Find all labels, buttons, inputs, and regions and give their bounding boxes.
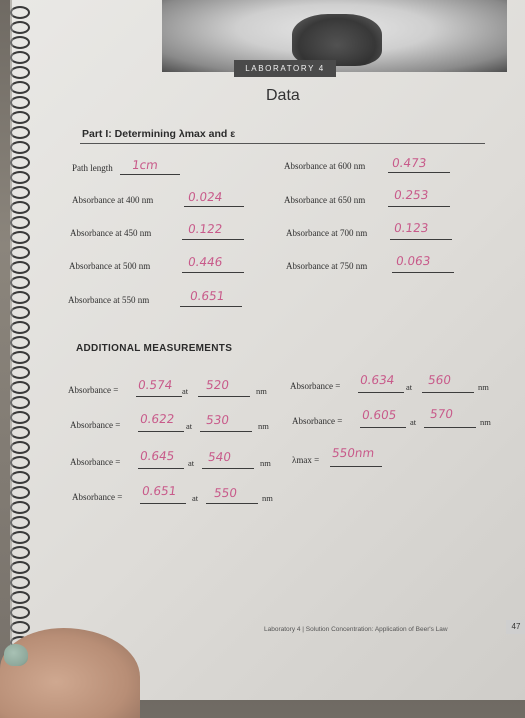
- spiral-ring: [10, 591, 30, 604]
- abs-650-line: [388, 206, 450, 207]
- abs-550-value[interactable]: 0.651: [189, 289, 226, 303]
- spiral-ring: [10, 201, 30, 214]
- nm-label: nm: [480, 417, 491, 427]
- spiral-ring: [10, 621, 30, 634]
- spiral-ring: [10, 561, 30, 574]
- addl-abs-line: [136, 396, 182, 397]
- spiral-ring: [10, 216, 30, 229]
- addl-abs-label: Absorbance =: [70, 457, 121, 467]
- addl-abs-value[interactable]: 0.651: [141, 484, 178, 498]
- addl-abs-value[interactable]: 0.645: [139, 449, 176, 463]
- spiral-binding: [10, 0, 28, 700]
- lambda-max-line: [330, 466, 382, 467]
- addl-abs-value[interactable]: 0.634: [359, 373, 396, 387]
- spiral-ring: [10, 411, 30, 424]
- spiral-ring: [10, 456, 30, 469]
- lambda-max-label: λmax =: [292, 455, 320, 465]
- abs-700-label: Absorbance at 700 nm: [286, 228, 368, 238]
- divider: [80, 143, 485, 144]
- wavelength-line: [424, 427, 476, 428]
- spiral-ring: [10, 321, 30, 334]
- abs-450-label: Absorbance at 450 nm: [70, 228, 152, 238]
- abs-750-label: Absorbance at 750 nm: [286, 261, 368, 271]
- abs-400-value[interactable]: 0.024: [187, 190, 224, 204]
- spiral-ring: [10, 51, 30, 64]
- at-label: at: [188, 458, 195, 468]
- abs-500-label: Absorbance at 500 nm: [69, 261, 151, 271]
- addl-abs-line: [358, 392, 404, 393]
- wavelength-value[interactable]: 520: [205, 378, 230, 392]
- addl-abs-line: [140, 503, 186, 504]
- spiral-ring: [10, 336, 30, 349]
- spiral-ring: [10, 531, 30, 544]
- at-label: at: [406, 382, 413, 392]
- spiral-ring: [10, 6, 30, 19]
- page-number: 47: [506, 620, 525, 634]
- spiral-ring: [10, 141, 30, 154]
- lab-notebook-page: [10, 0, 525, 700]
- spiral-ring: [10, 261, 30, 274]
- page-title: Data: [266, 87, 300, 104]
- addl-abs-label: Absorbance =: [70, 420, 121, 430]
- addl-abs-label: Absorbance =: [72, 492, 123, 502]
- abs-650-value[interactable]: 0.253: [393, 188, 430, 202]
- spiral-ring: [10, 366, 30, 379]
- wavelength-value[interactable]: 560: [427, 373, 452, 387]
- nm-label: nm: [258, 421, 269, 431]
- spiral-ring: [10, 36, 30, 49]
- addl-abs-label: Absorbance =: [68, 385, 119, 395]
- spiral-ring: [10, 381, 30, 394]
- addl-abs-label: Absorbance =: [292, 416, 343, 426]
- spiral-ring: [10, 126, 30, 139]
- spiral-ring: [10, 501, 30, 514]
- path-length-value[interactable]: 1cm: [131, 158, 159, 172]
- abs-500-line: [182, 272, 244, 273]
- abs-600-value[interactable]: 0.473: [391, 156, 428, 170]
- spiral-ring: [10, 546, 30, 559]
- wavelength-line: [422, 392, 474, 393]
- spiral-ring: [10, 21, 30, 34]
- addl-abs-line: [138, 431, 184, 432]
- addl-abs-line: [138, 468, 184, 469]
- abs-650-label: Absorbance at 650 nm: [284, 195, 366, 205]
- abs-600-label: Absorbance at 600 nm: [284, 161, 366, 171]
- nm-label: nm: [260, 458, 271, 468]
- wavelength-value[interactable]: 540: [207, 450, 232, 464]
- nm-label: nm: [256, 386, 267, 396]
- spiral-ring: [10, 171, 30, 184]
- spiral-ring: [10, 156, 30, 169]
- wavelength-line: [202, 468, 254, 469]
- abs-700-value[interactable]: 0.123: [393, 221, 430, 235]
- spiral-ring: [10, 81, 30, 94]
- spiral-ring: [10, 471, 30, 484]
- flask-image: [292, 14, 382, 66]
- wavelength-value[interactable]: 530: [205, 413, 230, 427]
- spiral-ring: [10, 396, 30, 409]
- spiral-ring: [10, 306, 30, 319]
- addl-abs-value[interactable]: 0.622: [139, 412, 176, 426]
- spiral-ring: [10, 96, 30, 109]
- at-label: at: [186, 421, 193, 431]
- wavelength-value[interactable]: 550: [213, 486, 238, 500]
- path-length-line: [120, 174, 180, 175]
- addl-abs-value[interactable]: 0.605: [361, 408, 398, 422]
- nm-label: nm: [262, 493, 273, 503]
- abs-450-value[interactable]: 0.122: [187, 222, 224, 236]
- abs-600-line: [388, 172, 450, 173]
- spiral-ring: [10, 276, 30, 289]
- abs-550-line: [180, 306, 242, 307]
- at-label: at: [410, 417, 417, 427]
- addl-abs-value[interactable]: 0.574: [137, 378, 174, 392]
- spiral-ring: [10, 486, 30, 499]
- laboratory-tab: LABORATORY 4: [234, 60, 336, 77]
- fingernail: [4, 644, 28, 666]
- footer-text: Laboratory 4 | Solution Concentration: Application of Beer's Law: [264, 626, 448, 633]
- abs-400-line: [184, 206, 244, 207]
- spiral-ring: [10, 231, 30, 244]
- abs-500-value[interactable]: 0.446: [187, 255, 224, 269]
- wavelength-value[interactable]: 570: [429, 407, 454, 421]
- spiral-ring: [10, 606, 30, 619]
- at-label: at: [192, 493, 199, 503]
- spiral-ring: [10, 186, 30, 199]
- wavelength-line: [200, 431, 252, 432]
- additional-measurements-title: ADDITIONAL MEASUREMENTS: [76, 343, 233, 354]
- addl-abs-line: [360, 427, 406, 428]
- spiral-ring: [10, 66, 30, 79]
- wavelength-line: [206, 503, 258, 504]
- part1-title: Part I: Determining λmax and ε: [82, 128, 236, 140]
- spiral-ring: [10, 576, 30, 589]
- path-length-label: Path length: [72, 163, 113, 173]
- spiral-ring: [10, 351, 30, 364]
- spiral-ring: [10, 291, 30, 304]
- abs-400-label: Absorbance at 400 nm: [72, 195, 154, 205]
- abs-750-value[interactable]: 0.063: [395, 254, 432, 268]
- spiral-ring: [10, 516, 30, 529]
- spiral-ring: [10, 441, 30, 454]
- spiral-ring: [10, 426, 30, 439]
- abs-700-line: [390, 239, 452, 240]
- abs-450-line: [182, 239, 244, 240]
- lambda-max-value[interactable]: 550nm: [331, 446, 376, 460]
- spiral-ring: [10, 246, 30, 259]
- addl-abs-label: Absorbance =: [290, 381, 341, 391]
- abs-550-label: Absorbance at 550 nm: [68, 295, 150, 305]
- wavelength-line: [198, 396, 250, 397]
- spiral-ring: [10, 111, 30, 124]
- nm-label: nm: [478, 382, 489, 392]
- at-label: at: [182, 386, 189, 396]
- abs-750-line: [392, 272, 454, 273]
